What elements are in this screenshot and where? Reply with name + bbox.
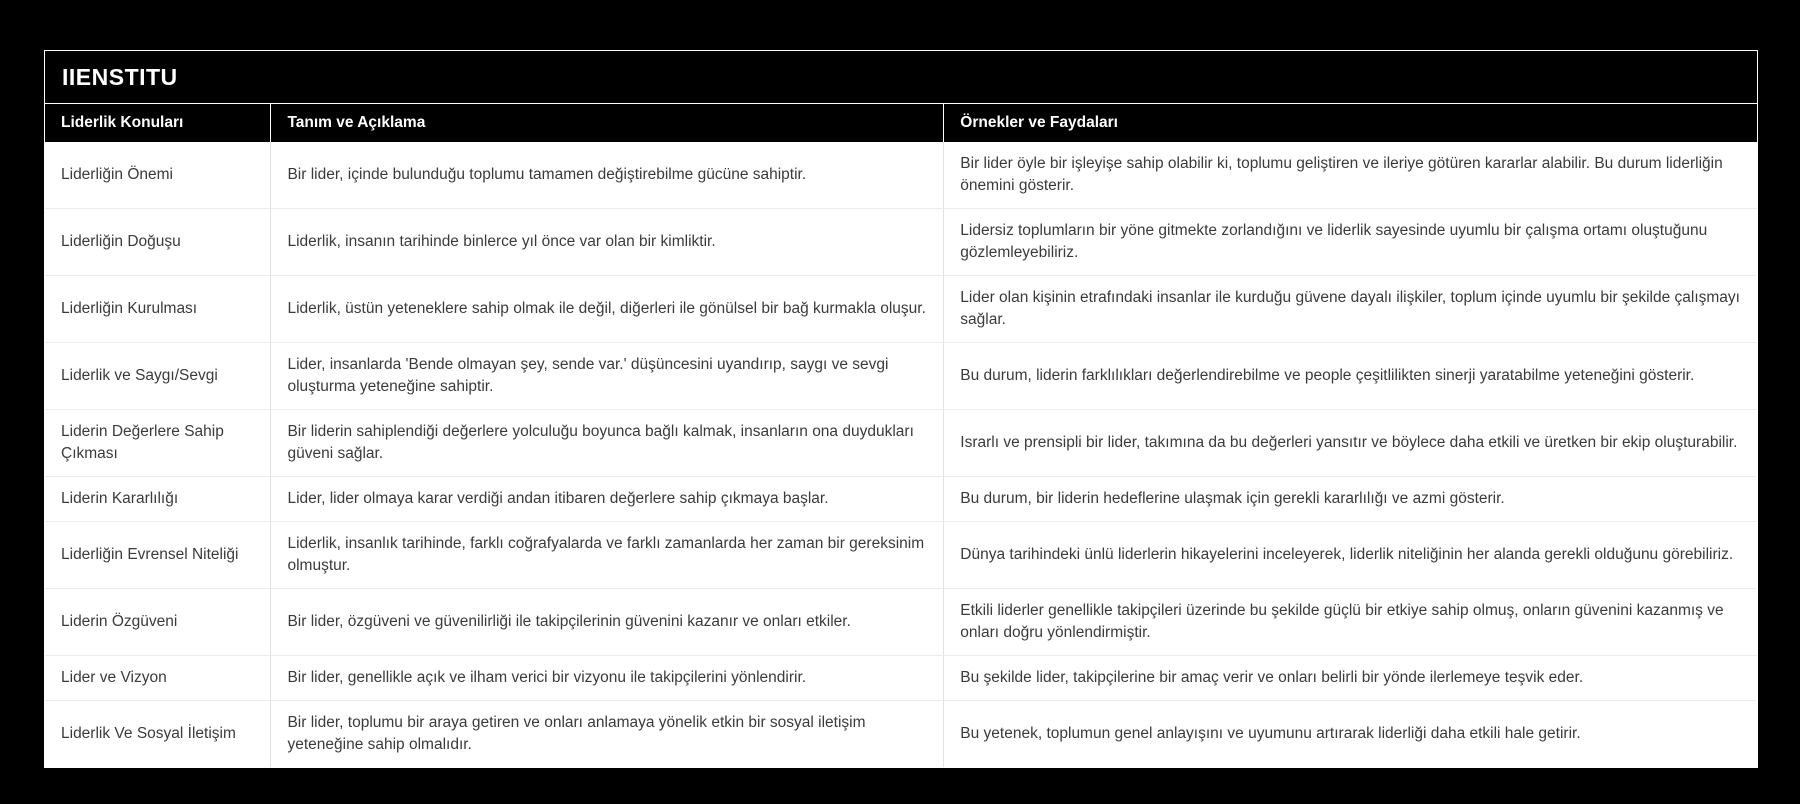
title-bar	[45, 51, 1757, 103]
content-panel	[44, 50, 1758, 768]
cell-definition: Bir lider, genellikle açık ve ilham verici bir vizyonu ile takipçilerini yönlendirir.	[271, 656, 944, 701]
cell-examples: Dünya tarihindeki ünlü liderlerin hikayelerini inceleyerek, liderlik niteliğinin her alanda gerekli olduğunu görebiliriz.	[944, 522, 1757, 589]
cell-examples: Bu durum, liderin farklılıkları değerlendirebilme ve people çeşitlilikten sinerji yaratabilme yeteneğini gösterir.	[944, 343, 1757, 410]
table-row	[45, 522, 1757, 589]
table-row	[45, 477, 1757, 522]
cell-examples: Bu yetenek, toplumun genel anlayışını ve uyumunu artırarak liderliği daha etkili hale getirir.	[960, 725, 1581, 742]
header-row	[45, 104, 1757, 143]
brand-title: IIENSTITU	[62, 63, 178, 90]
table-row	[45, 209, 1757, 276]
cell-topic: Liderliğin Evrensel Niteliği	[45, 522, 271, 589]
leadership-table	[45, 103, 1757, 767]
cell-examples: Bu şekilde lider, takipçilerine bir amaç verir ve onları belirli bir yönde ilerlemeye teşvik eder.	[944, 656, 1757, 701]
cell-topic: Liderlik Ve Sosyal İletişim	[45, 701, 271, 768]
cell-topic: Liderliğin Kurulması	[45, 276, 271, 343]
cell-examples: Lidersiz toplumların bir yöne gitmekte zorlandığını ve liderlik sayesinde uyumlu bir çalışma ortamı oluştuğunu gözlemleyebiliriz.	[944, 209, 1757, 276]
table-row	[45, 589, 1757, 656]
cell-topic: Lider ve Vizyon	[45, 656, 271, 701]
cell-examples: Israrlı ve prensipli bir lider, takımına da bu değerleri yansıtır ve böylece daha etkili ve üretken bir ekip oluşturabilir.	[944, 410, 1757, 477]
cell-topic: Liderlik ve Saygı/Sevgi	[45, 343, 271, 410]
cell-examples: Lider olan kişinin etrafındaki insanlar ile kurduğu güvene dayalı ilişkiler, toplum içinde uyumlu bir şekilde çalışmayı sağlar.	[944, 276, 1757, 343]
cell-definition: Bir lider, toplumu bir araya getiren ve onları anlamaya yönelik etkin bir sosyal iletişim yeteneğine sahip olmalıdır.	[271, 701, 944, 768]
cell-definition: Liderlik, insanlık tarihinde, farklı coğrafyalarda ve farklı zamanlarda her zaman bir gereksinim olmuştur.	[271, 522, 944, 589]
cell-definition: Lider, lider olmaya karar verdiği andan itibaren değerlere sahip çıkmaya başlar.	[271, 477, 944, 522]
column-header-definition: Tanım ve Açıklama	[271, 104, 944, 143]
cell-definition: Bir lider, içinde bulunduğu toplumu tamamen değiştirebilme gücüne sahiptir.	[271, 142, 944, 209]
table-header	[45, 104, 1757, 143]
cell-definition: Bir liderin sahiplendiği değerlere yolculuğu boyunca bağlı kalmak, insanların ona duydukları güveni sağlar.	[271, 410, 944, 477]
table-row	[45, 701, 1757, 768]
cell-definition: Bir lider, özgüveni ve güvenilirliği ile takipçilerinin güvenini kazanır ve onları etkiler.	[271, 589, 944, 656]
table-row	[45, 276, 1757, 343]
table-row	[45, 142, 1757, 209]
cell-topic: Liderin Özgüveni	[45, 589, 271, 656]
column-header-topics: Liderlik Konuları	[45, 104, 271, 143]
cell-topic: Liderin Değerlere Sahip Çıkması	[45, 410, 271, 477]
cell-topic: Liderliğin Önemi	[45, 142, 271, 209]
table-row	[45, 656, 1757, 701]
column-header-examples: Örnekler ve Faydaları	[944, 104, 1757, 143]
cell-topic: Liderin Kararlılığı	[45, 477, 271, 522]
table-row	[45, 410, 1757, 477]
table-body	[45, 142, 1757, 767]
cell-examples: Bir lider öyle bir işleyişe sahip olabilir ki, toplumu geliştiren ve ileriye götüren kararlar alabilir. Bu durum liderliğin önemini gösterir.	[944, 142, 1757, 209]
cell-examples: Etkili liderler genellikle takipçileri üzerinde bu şekilde güçlü bir etkiye sahip olmuş, onların güvenini kazanmış ve onları doğru yönlendirmiştir.	[944, 589, 1757, 656]
cell-topic: Liderliğin Doğuşu	[45, 209, 271, 276]
cell-definition: Liderlik, üstün yeteneklere sahip olmak ile değil, diğerleri ile gönülsel bir bağ kurmakla oluşur.	[271, 276, 944, 343]
table-row	[45, 343, 1757, 410]
cell-definition: Lider, insanlarda 'Bende olmayan şey, sende var.' düşüncesini uyandırıp, saygı ve sevgi oluşturma yeteneğine sahiptir.	[271, 343, 944, 410]
cell-examples: Bu durum, bir liderin hedeflerine ulaşmak için gerekli kararlılığı ve azmi gösterir.	[944, 477, 1757, 522]
cell-definition: Liderlik, insanın tarihinde binlerce yıl önce var olan bir kimliktir.	[271, 209, 944, 276]
